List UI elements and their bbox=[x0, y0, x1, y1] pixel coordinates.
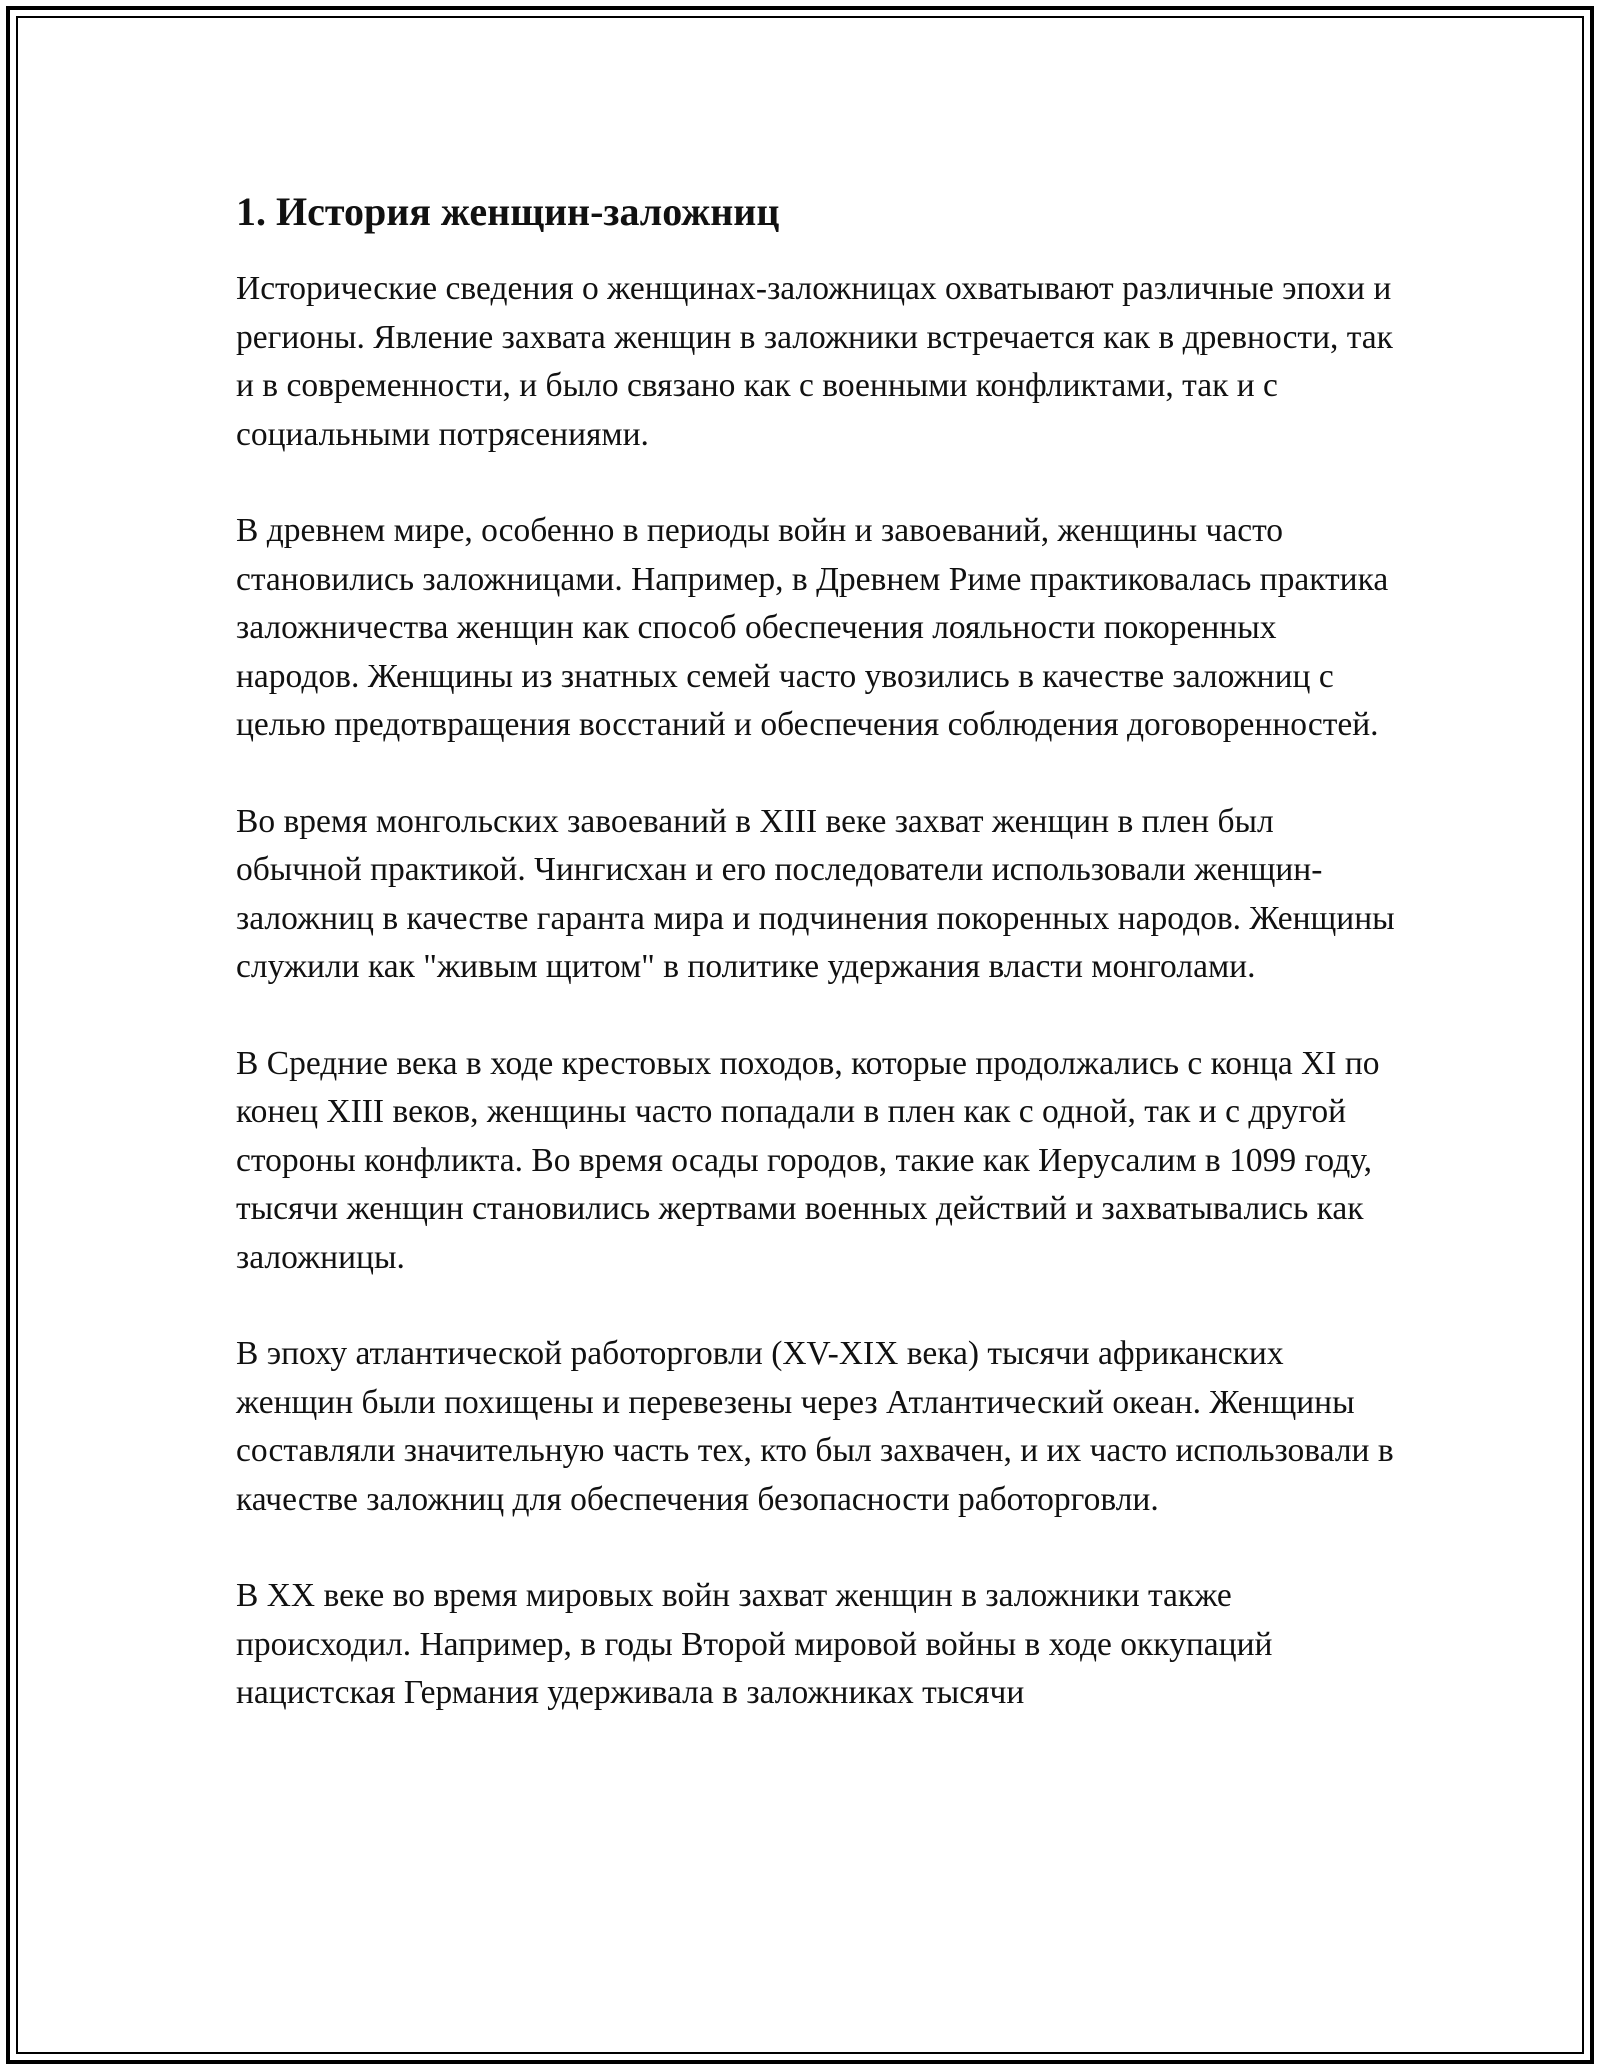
paragraph-twentieth-century: В XX веке во время мировых войн захват женщин в заложники также происходил. Например, в годы Второй мировой войны в ходе оккупаций нацистская Германия удерживала в заложниках тысячи bbox=[236, 1577, 1273, 1711]
section-heading: 1. История женщин-заложниц bbox=[236, 189, 780, 234]
paragraph-crusades: В Средние века в ходе крестовых походов, которые продолжались с конца XI по конец XIII веков, женщины часто попадали в плен как с одной, так и с другой стороны конфликта. Во время осады городов, такие как Иерусалим в 1099 году, тысячи женщин становились жертвами военных действий и захватывались как заложницы. bbox=[236, 1044, 1380, 1276]
paragraph-ancient-world: В древнем мире, особенно в периоды войн и завоеваний, женщины часто становились заложницами. Например, в Древнем Риме практиковалась практика заложничества женщин как способ обеспечения лояльности покоренных народов. Женщины из знатных семей часто увозились в качестве заложниц с целью предотвращения восстаний и обеспечения соблюдения договоренностей. bbox=[236, 512, 1389, 743]
paragraph-mongol-conquests: Во время монгольских завоеваний в XIII веке захват женщин в плен был обычной практикой. Чингисхан и его последователи использовали женщин-заложниц в качестве гаранта мира и подчинения покоренных народов. Женщины служили как "живым щитом" в политике удержания власти монголами. bbox=[236, 802, 1395, 985]
document-body bbox=[236, 187, 1396, 1766]
paragraph-atlantic-slave-trade: В эпоху атлантической работорговли (XV-XIX века) тысячи африканских женщин были похищены и перевезены через Атлантический океан. Женщины составляли значительную часть тех, кто был захвачен, и их часто использовали в качестве заложниц для обеспечения безопасности работорговли. bbox=[236, 1335, 1394, 1518]
paragraph-intro: Исторические сведения о женщинах-заложницах охватывают различные эпохи и регионы. Явление захвата женщин в заложники встречается как в древности, так и в современности, и было связано как с военными конфликтами, так и с социальными потрясениями. bbox=[236, 270, 1393, 453]
